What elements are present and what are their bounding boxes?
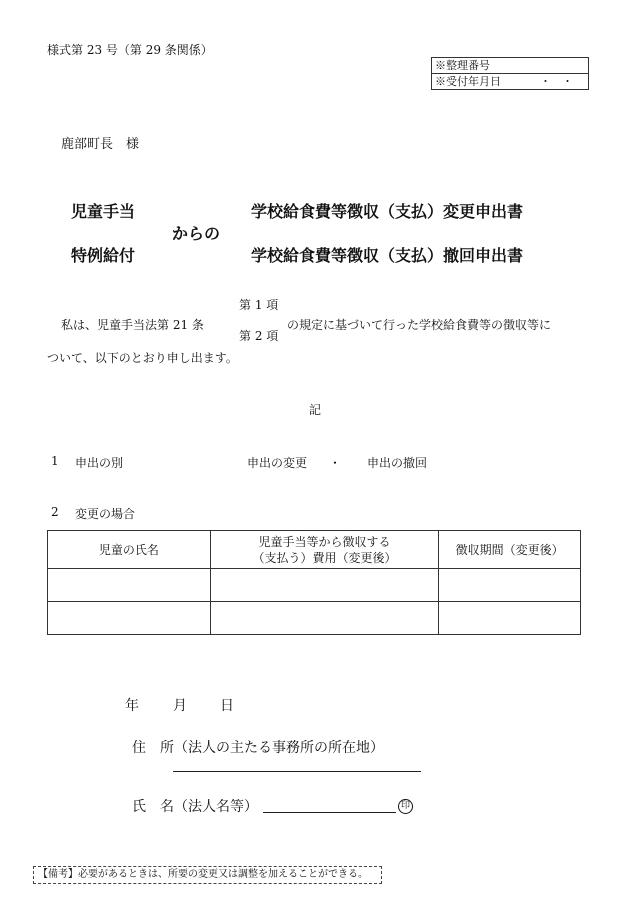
item1-number: 1 <box>51 454 59 468</box>
cost-cell[interactable] <box>210 602 439 635</box>
date-day[interactable]: 日 <box>220 698 234 714</box>
table-row <box>48 602 581 635</box>
note-box: 【備考】必要があるときは、所要の変更又は調整を加えることができる。 <box>33 866 382 884</box>
seal-icon <box>398 796 413 815</box>
addressee: 鹿部町長 様 <box>61 137 140 152</box>
received-date-field[interactable] <box>432 73 588 89</box>
change-table <box>47 530 581 635</box>
received-date-dots: ・ ・ <box>540 75 573 88</box>
option-separator: ・ <box>329 456 342 470</box>
body-clause-2: 第 2 項 <box>239 329 279 343</box>
title-left-top: 児童手当 <box>71 202 136 221</box>
title-right-top: 学校給食費等徴収（支払）変更申出書 <box>251 202 524 221</box>
body-tail: の規定に基づいて行った学校給食費等の徴収等に <box>287 318 552 332</box>
date-year[interactable]: 年 <box>125 698 139 714</box>
period-cell[interactable] <box>439 569 581 602</box>
title-connector: からの <box>172 224 221 243</box>
table-row <box>48 569 581 602</box>
ki-heading: 記 <box>309 403 322 417</box>
name-input-line[interactable] <box>263 812 396 813</box>
title-left-bottom: 特例給付 <box>71 246 136 265</box>
name-label: 氏 名（法人名等） <box>132 799 258 815</box>
body-clause-1: 第 1 項 <box>239 298 279 312</box>
option-withdraw[interactable]: 申出の撤回 <box>367 456 428 470</box>
ref-number-label: ※整理番号 <box>435 59 490 72</box>
header-cost-line2: （支払う）費用（変更後） <box>252 550 397 565</box>
child-name-cell[interactable] <box>48 602 211 635</box>
body-lead: 私は、児童手当法第 21 条 <box>61 318 204 332</box>
title-right-bottom: 学校給食費等徴収（支払）撤回申出書 <box>251 246 524 265</box>
item2-label: 変更の場合 <box>75 507 136 521</box>
header-child-name: 児童の氏名 <box>48 531 211 569</box>
address-input-line[interactable] <box>173 771 421 772</box>
body-line2: ついて、以下のとおり申し出ます。 <box>47 351 238 365</box>
reference-box <box>431 57 589 90</box>
seal-mark: 印 <box>398 799 413 814</box>
option-change[interactable]: 申出の変更 <box>247 456 308 470</box>
header-cost-line1: 児童手当等から徴収する <box>258 534 391 549</box>
form-number: 様式第 23 号（第 29 条関係） <box>47 43 213 57</box>
child-name-cell[interactable] <box>48 569 211 602</box>
ref-number-field[interactable] <box>432 58 588 73</box>
received-date-label: ※受付年月日 <box>435 75 501 88</box>
header-period: 徴収期間（変更後） <box>439 531 581 569</box>
address-label: 住 所（法人の主たる事務所の所在地） <box>132 740 384 756</box>
table-header-row <box>48 531 581 569</box>
cost-cell[interactable] <box>210 569 439 602</box>
date-month[interactable]: 月 <box>173 698 187 714</box>
item1-label: 申出の別 <box>75 456 124 470</box>
period-cell[interactable] <box>439 602 581 635</box>
item2-number: 2 <box>51 505 59 519</box>
header-cost <box>210 531 439 569</box>
